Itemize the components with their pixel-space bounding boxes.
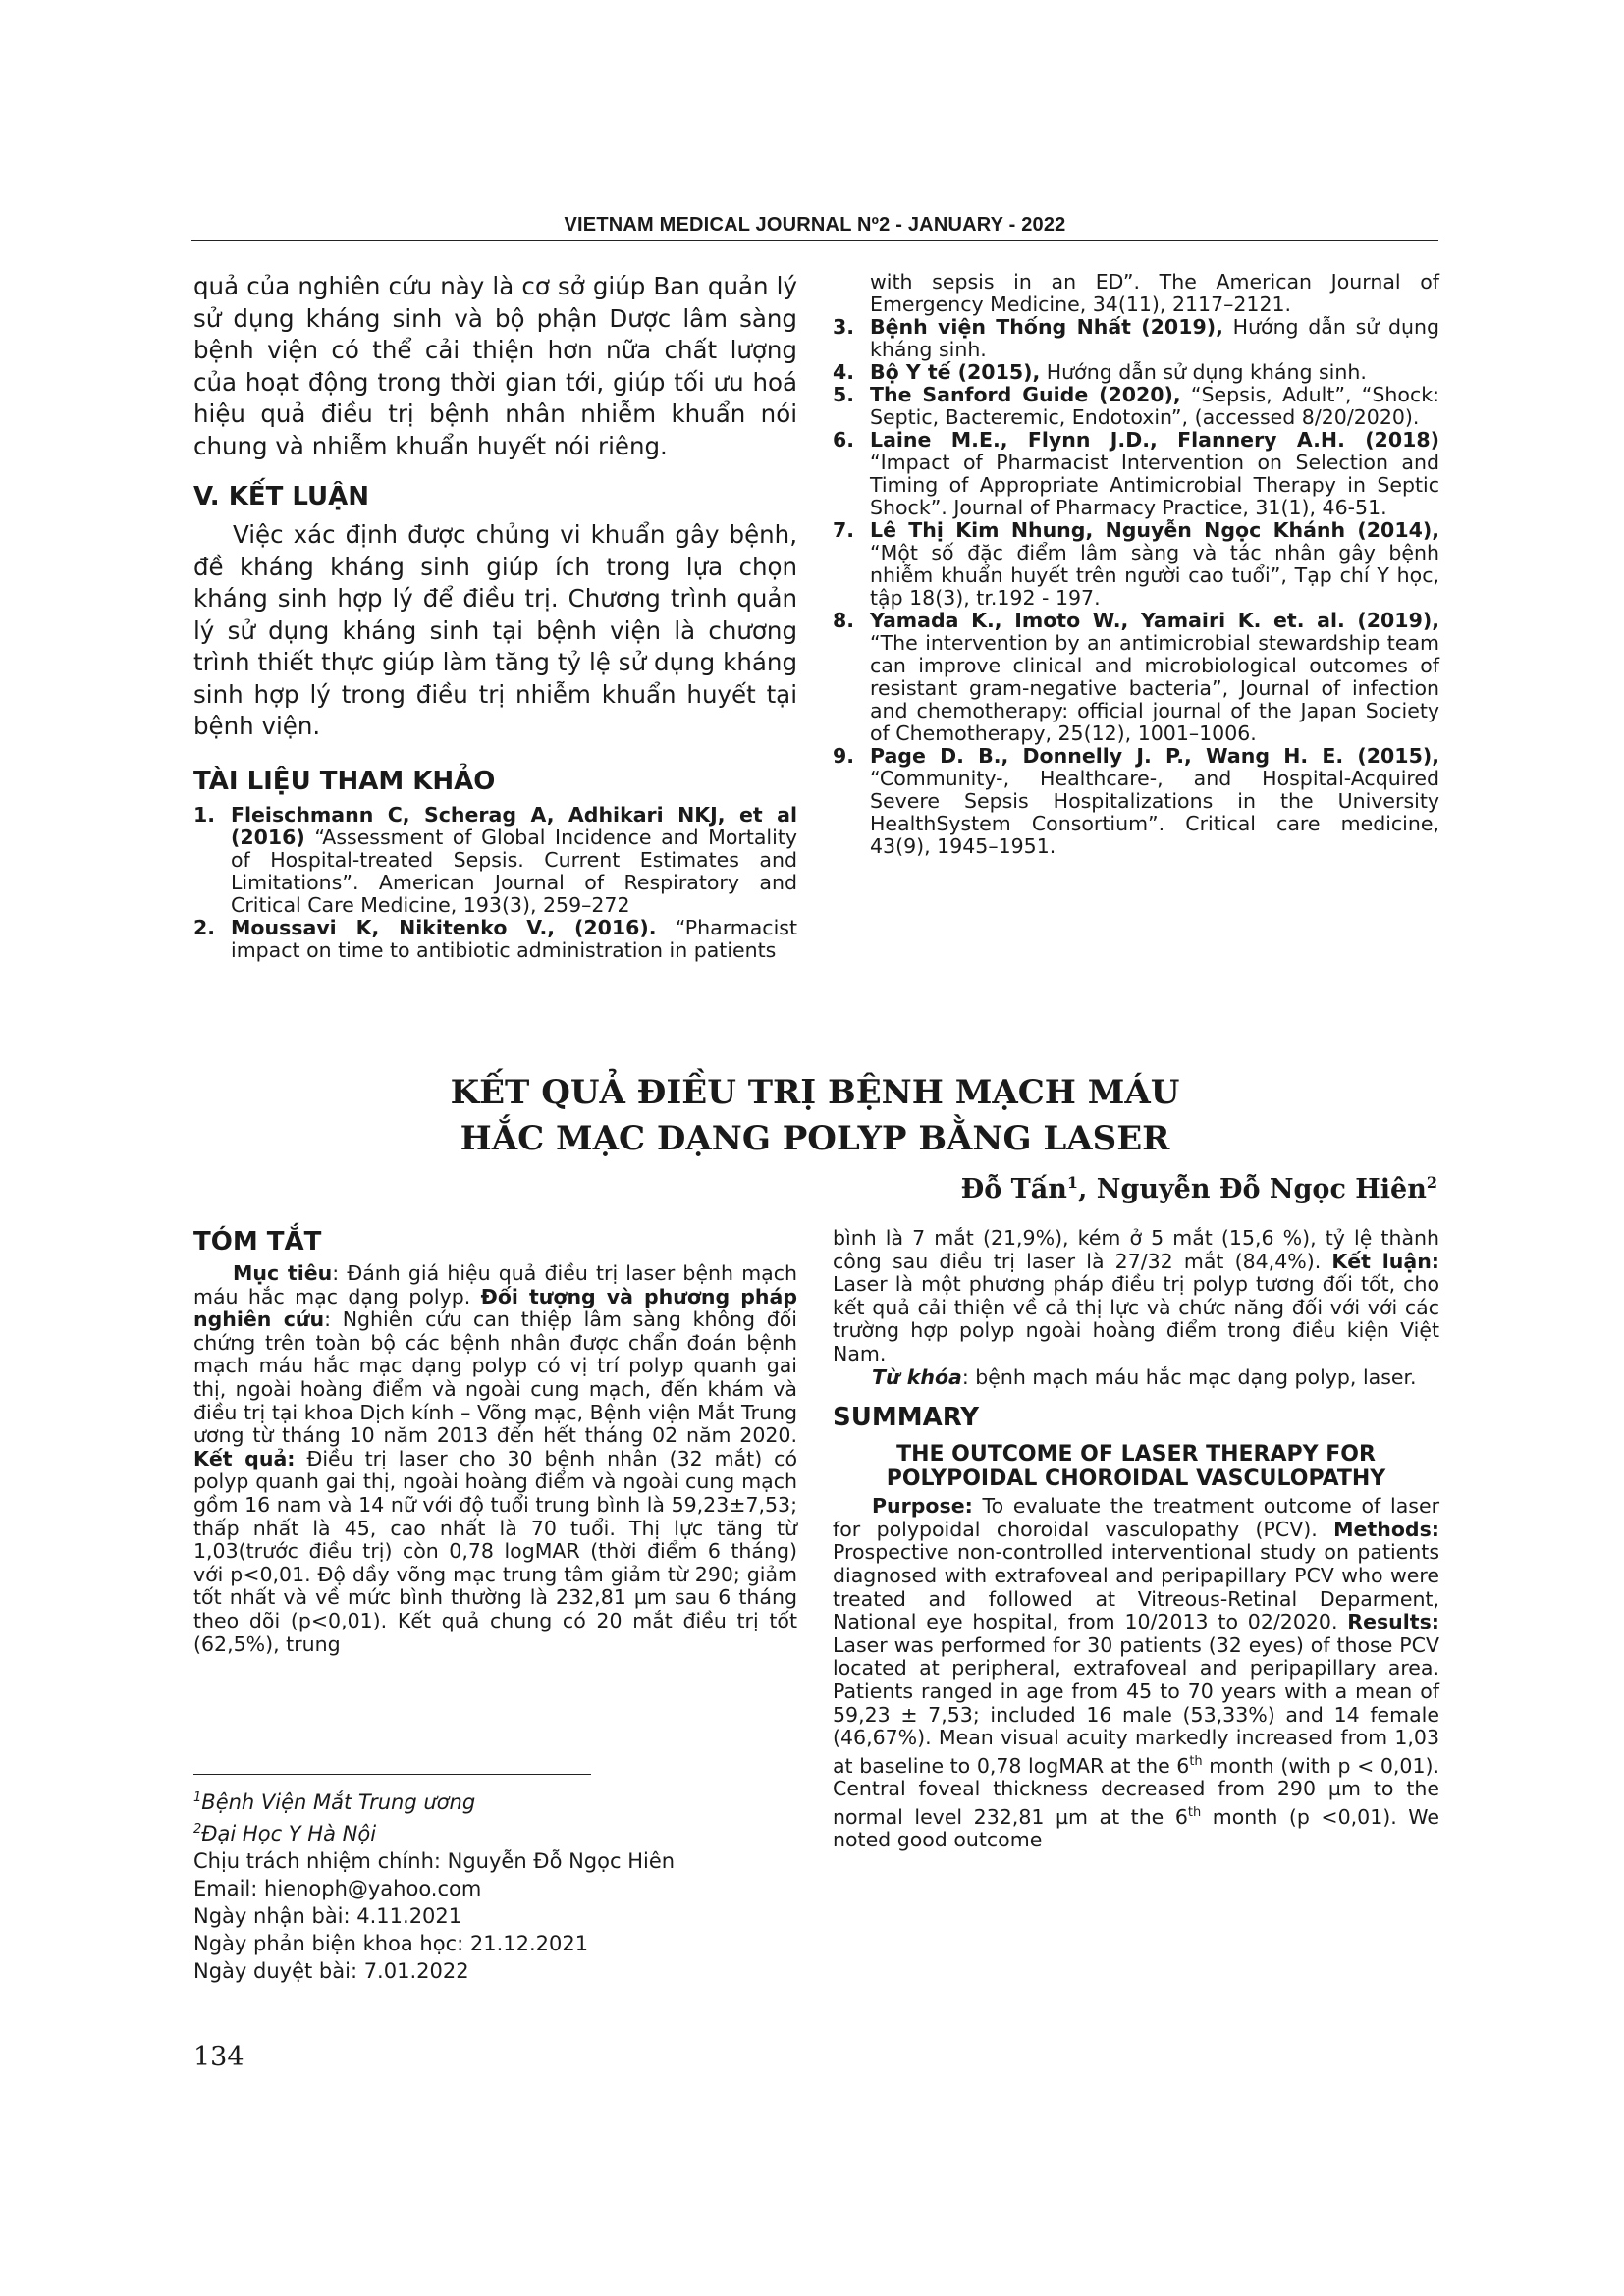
summary-title-line-2: POLYPOIDAL CHOROIDAL VASCULOPATHY xyxy=(886,1467,1386,1492)
reference-authors: Laine M.E., Flynn J.D., Flannery A.H. (2018) xyxy=(870,428,1439,452)
conclusion-paragraph: Việc xác định được chủng vi khuẩn gây bệnh, đề kháng kháng sinh giúp ích trong lựa chọn kháng sinh hợp lý để điều trị. Chương trình quản lý sử dụng kháng sinh tại bệnh viện là chương trình thiết thực giúp làm tăng tỷ lệ sử dụng kháng sinh hợp lý trong điều trị nhiễm khuẩn huyết tại bệnh viện. xyxy=(193,520,797,740)
reference-number: 7. xyxy=(833,518,855,542)
results-text-en: Laser was performed for 30 patients (32 eyes) of those PCV located at peripheral, extrafoveal and peripapillary area. Patients ranged in age from 45 to 70 years with a mean of 59,23 ± 7,53; included 16 male (53,33%) and 14 female (46,67%). Mean visual acuity markedly increased from 1,03 at baseline to 0,78 logMAR at the 6 xyxy=(833,1632,1439,1778)
author-name: Đỗ Tấn xyxy=(960,1174,1067,1204)
reference-item xyxy=(833,429,1439,519)
abstract-vn-column xyxy=(193,1227,797,1656)
received-date: Ngày nhận bài: 4.11.2021 xyxy=(193,1904,462,1928)
summary-title-line-1: THE OUTCOME OF LASER THERAPY FOR xyxy=(896,1442,1376,1468)
methods-text: : Nghiên cứu can thiệp lâm sàng không đối chứng trên toàn bộ các bệnh nhân được chẩn đoán bệnh mạch máu hắc mạc dạng polyp có vị trí polyp quanh gai thị, ngoài hoàng điểm và ngoài cung mạch, đến khám và điều trị tại khoa Dịch kính – Võng mạc, Bệnh viện Mắt Trung ương từ tháng 10 năm 2013 đến hết tháng 02 năm 2020. xyxy=(193,1308,797,1448)
superscript-th: th xyxy=(1189,1753,1203,1769)
reference-text: “Impact of Pharmacist Intervention on Selection and Timing of Appropriate Antimicrobial Therapy in Septic Shock”. Journal of Pharmacy Practice, 31(1), 46-51. xyxy=(870,451,1439,519)
reference-authors: Fleischmann C, Scherag A, Adhikari NKJ, et al (2016) xyxy=(231,802,797,849)
reference-body xyxy=(870,384,1439,429)
keywords-label: Từ khóa xyxy=(872,1364,962,1389)
reference-body xyxy=(870,519,1439,610)
reference-item xyxy=(833,361,1439,384)
reference-number: 5. xyxy=(833,383,855,406)
footnote-divider xyxy=(193,1774,591,1775)
accepted-date: Ngày duyệt bài: 7.01.2022 xyxy=(193,1959,469,1983)
reference-text: Hướng dẫn sử dụng kháng sinh. xyxy=(870,315,1439,361)
affiliation-mark: 1 xyxy=(193,1790,202,1805)
reference-text: “Assessment of Global Incidence and Mortality of Hospital-treated Sepsis. Current Estimates and Limitations”. American Journal of Respiratory and Critical Care Medicine, 193(3), 259–272 xyxy=(231,825,797,917)
reference-item xyxy=(833,745,1439,858)
conclusion-heading: V. KẾT LUẬN xyxy=(193,482,370,511)
reference-text: “The intervention by an antimicrobial stewardship team can improve clinical and microbiological outcomes of resistant gram-negative bacteria”, Journal of infection and chemotherapy: official journal of the Japan Society of Chemotherapy, 25(12), 1001–1006. xyxy=(870,631,1439,745)
reference-authors: Yamada K., Imoto W., Yamairi K. et. al. (2019), xyxy=(870,609,1439,632)
conclusion-text: Laser là một phương pháp điều trị polyp tương đối tốt, cho kết quả cải thiện về cả thị lực và chức năng đối với với các trường hợp polyp ngoài hoàng điểm trong điều kiện Việt Nam. xyxy=(833,1272,1439,1365)
reference-body xyxy=(870,745,1439,858)
reference-item xyxy=(833,316,1439,361)
reference-text: Hướng dẫn sử dụng kháng sinh. xyxy=(1040,360,1367,384)
reference-number: 3. xyxy=(833,315,855,339)
reference-continuation xyxy=(833,271,1439,316)
reference-text: “Một số đặc điểm lâm sàng và tác nhân gây bệnh nhiễm khuẩn huyết trên người cao tuổi”, Tạp chí Y học, tập 18(3), tr.192 - 197. xyxy=(870,541,1439,610)
author-affiliation-mark: 2 xyxy=(1426,1173,1437,1192)
reference-body xyxy=(870,610,1439,745)
methods-text-en: Prospective non-controlled interventional study on patients diagnosed with extrafoveal and peripapillary PCV who were treated and followed at Vitreous-Retinal Deparment, National eye hospital, from 10/2013 to 02/2020. xyxy=(833,1540,1439,1634)
intro-paragraph: quả của nghiên cứu này là cơ sở giúp Ban quản lý sử dụng kháng sinh và bộ phận Dược lâm sàng bệnh viện có thể cải thiện hơn nữa chất lượng của hoạt động trong thời gian tới, giúp tối ưu hoá hiệu quả điều trị bệnh nhân nhiễm khuẩn nói chung và nhiễm khuẩn huyết nói riêng. xyxy=(193,272,797,460)
reference-item xyxy=(833,384,1439,429)
reference-number: 4. xyxy=(833,360,855,384)
reference-authors: Moussavi K, Nikitenko V., (2016). xyxy=(231,915,657,939)
purpose-text: To evaluate the treatment outcome of laser for polypoidal choroidal vasculopathy (PCV). xyxy=(833,1494,1439,1541)
article-title-line-2: HẮC MẠC DẠNG POLYP BẰNG LASER xyxy=(460,1119,1170,1158)
reference-authors: Bộ Y tế (2015), xyxy=(870,360,1041,384)
reference-number: 2. xyxy=(193,915,216,939)
author-name: Nguyễn Đỗ Ngọc Hiên xyxy=(1096,1174,1427,1204)
references-heading: TÀI LIỆU THAM KHẢO xyxy=(193,766,496,796)
reference-number: 1. xyxy=(193,802,216,827)
reference-text: “Sepsis, Adult”, “Shock: Septic, Bacteremic, Endotoxin”, (accessed 8/20/2020). xyxy=(870,383,1439,429)
summary-title xyxy=(833,1442,1439,1491)
reference-text: “Community-, Healthcare-, and Hospital-Acquired Severe Sepsis Hospitalizations in the University HealthSystem Consortium”. Critical care medicine, 43(9), 1945–1951. xyxy=(870,767,1439,858)
contact-email: Email: hienoph@yahoo.com xyxy=(193,1877,482,1900)
reference-body xyxy=(231,804,797,917)
reference-number: 6. xyxy=(833,428,855,452)
objective-label: Mục tiêu xyxy=(233,1261,333,1285)
reference-authors: Page D. B., Donnelly J. P., Wang H. E. (2015), xyxy=(870,744,1439,768)
results-continuation: bình là 7 mắt (21,9%), kém ở 5 mắt (15,6 %), tỷ lệ thành công sau điều trị laser là 27/32 mắt (84,4%). xyxy=(833,1226,1439,1273)
header-divider xyxy=(191,240,1438,241)
reference-item xyxy=(833,519,1439,610)
methods-label-en: Methods: xyxy=(1333,1517,1439,1541)
references-list-left xyxy=(193,804,797,962)
top-right-column xyxy=(833,271,1439,858)
author-separator: , xyxy=(1077,1174,1097,1204)
reviewed-date: Ngày phản biện khoa học: 21.12.2021 xyxy=(193,1932,589,1955)
reference-body xyxy=(231,917,797,962)
reference-item xyxy=(193,804,797,917)
results-label: Kết quả: xyxy=(193,1446,296,1470)
results-label-en: Results: xyxy=(1347,1610,1439,1634)
abstract-vn-heading: TÓM TẮT xyxy=(193,1227,322,1256)
page-number: 134 xyxy=(193,2042,244,2072)
reference-item xyxy=(193,917,797,962)
results-text: Điều trị laser cho 30 bệnh nhân (32 mắt) có polyp quanh gai thị, ngoài hoàng điểm và ngoài cung mạch gồm 16 nam và 14 nữ với độ tuổi trung bình là 59,23±7,53; thấp nhất là 45, cao nhất là 70 tuổi. Thị lực tăng từ 1,03(trước điều trị) còn 0,78 logMAR (thời điểm 6 tháng) với p<0,01. Độ dầy võng mạc trung tâm giảm từ 290; giảm tốt nhất và về mức bình thường là 232,81 µm sau 6 tháng theo dõi (p<0,01). Kết quả chung có 20 mắt điều trị tốt (62,5%), trung xyxy=(193,1446,797,1656)
affiliation-text: Bệnh Viện Mắt Trung ương xyxy=(201,1790,476,1814)
summary-body xyxy=(833,1495,1439,1852)
article-title xyxy=(191,1070,1438,1162)
superscript-th: th xyxy=(1187,1804,1202,1820)
results-text-en-3: month (p <0,01). We noted good outcome xyxy=(833,1804,1439,1852)
abstract-vn-continuation xyxy=(833,1227,1439,1366)
conclusion-label: Kết luận: xyxy=(1331,1249,1439,1273)
reference-number: 8. xyxy=(833,609,855,632)
article-title-line-1: KẾT QUẢ ĐIỀU TRỊ BỆNH MẠCH MÁU xyxy=(450,1073,1180,1112)
summary-heading: SUMMARY xyxy=(833,1403,980,1433)
references-list-right xyxy=(833,316,1439,858)
reference-item xyxy=(833,610,1439,745)
reference-body xyxy=(870,361,1439,384)
running-header: VIETNAM MEDICAL JOURNAL Nº2 - JANUARY - 2022 xyxy=(564,214,1066,236)
affiliation-text: Đại Học Y Hà Nội xyxy=(201,1822,377,1845)
responsible-author: Chịu trách nhiệm chính: Nguyễn Đỗ Ngọc Hiên xyxy=(193,1849,676,1873)
reference-text: with sepsis in an ED”. The American Journal of Emergency Medicine, 34(11), 2117–2121. xyxy=(870,270,1439,316)
reference-authors: Lê Thị Kim Nhung, Nguyễn Ngọc Khánh (2014), xyxy=(870,518,1439,542)
objective-text: : Đánh giá hiệu quả điều trị laser bệnh mạch máu hắc mạc dạng polyp. xyxy=(193,1261,797,1308)
keywords-paragraph xyxy=(833,1366,1439,1390)
top-left-column xyxy=(193,271,797,962)
affiliation-mark: 2 xyxy=(193,1822,202,1837)
reference-number: 9. xyxy=(833,744,855,768)
abstract-vn-body xyxy=(193,1262,797,1656)
author-affiliation-mark: 1 xyxy=(1066,1173,1078,1192)
methods-label: Đối tượng và phương pháp nghiên cứu xyxy=(193,1284,797,1332)
affiliation-2 xyxy=(193,1816,797,1847)
reference-body xyxy=(870,316,1439,361)
reference-authors: The Sanford Guide (2020), xyxy=(870,383,1181,406)
purpose-label: Purpose: xyxy=(872,1494,973,1519)
keywords-text: : bệnh mạch máu hắc mạc dạng polyp, laser. xyxy=(961,1364,1417,1389)
affiliation-1 xyxy=(193,1785,797,1816)
summary-column xyxy=(833,1227,1439,1852)
reference-authors: Bệnh viện Thống Nhất (2019), xyxy=(870,315,1223,339)
footnotes xyxy=(193,1785,797,1985)
reference-body xyxy=(870,429,1439,519)
results-text-en-2: month (with p < 0,01). Central foveal thickness decreased from 290 µm to the normal level 232,81 µm at the 6 xyxy=(833,1753,1439,1829)
article-authors xyxy=(961,1173,1437,1204)
reference-text: “Pharmacist impact on time to antibiotic administration in patients xyxy=(231,915,797,962)
